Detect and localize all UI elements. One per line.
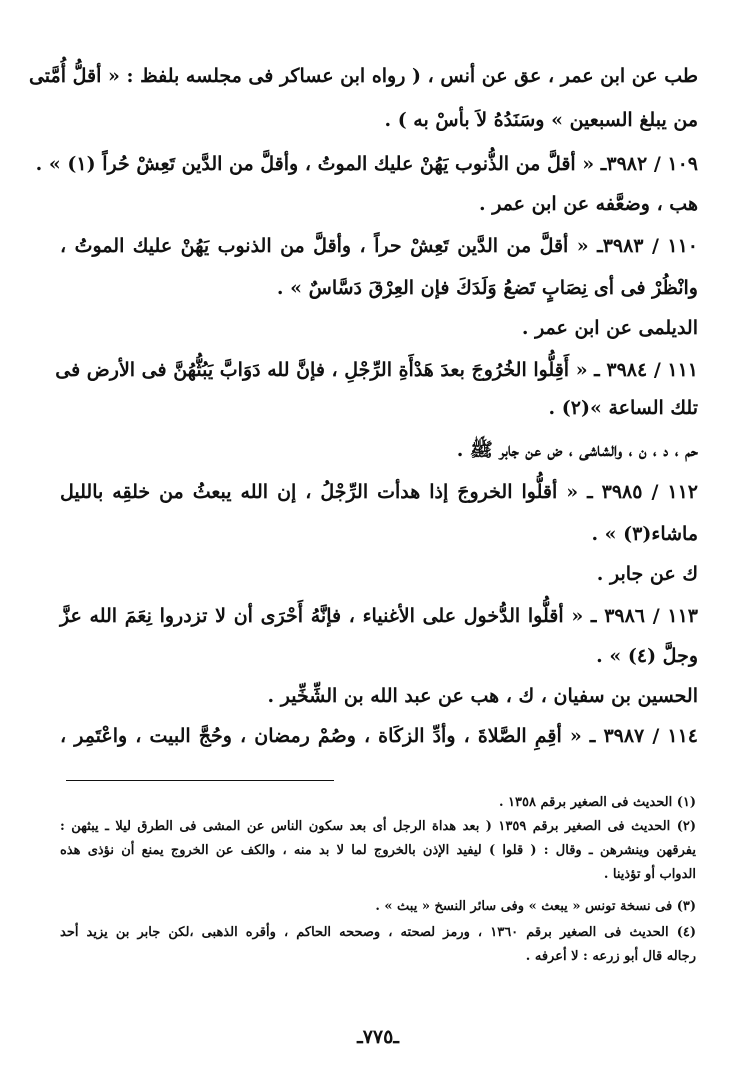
text-line: تلك الساعة »(٢) . [548,397,698,419]
footnote-1: (١) الحديث فى الصغير برقم ١٣٥٨ . [498,795,696,810]
footnote-4-cont: رجاله قال أبو زرعه : لا أعرفه . [525,949,696,964]
text-line: الديلمى عن ابن عمر . [521,317,698,339]
text-line: من يبلغ السبعين » وسَنَدُهُ لاَ بأسْ به ) . [384,109,698,131]
text-line: ك عن جابر . [596,563,698,585]
hadith-3986: ١١٣ / ٣٩٨٦ ـ « أقلُّوا الدُّخول على الأغنياء ، فإنَّهُ أَحْرَى أن لا تزدروا نِعَمَ الله عزَّ [60,605,698,627]
footnote-2-cont: الدواب أو تؤذينا . [603,867,696,882]
text-line: حم ، د ، ن ، والشاشى ، ض عن جابر ﷺ . [456,439,698,461]
hadith-3987: ١١٤ / ٣٩٨٧ ـ « أقِمِ الصَّلاةَ ، وأدِّ الزكَاة ، وصُمْ رمضان ، وحُجَّ البيت ، واعْتَمِر ، [60,725,698,747]
hadith-3985: ١١٢ / ٣٩٨٥ ـ « أقلُّوا الخروجَ إذا هدأت الرِّجْلُ ، إن الله يبعثُ من خلقِه بالليل [60,481,699,503]
text-line: هب ، وضعَّفه عن ابن عمر . [478,193,698,215]
text-line: ماشاء(٣) » . [591,523,698,545]
text-line: وجلَّ (٤) » . [596,645,698,667]
page-number: ـ٧٧٥ـ [357,1026,399,1048]
footnote-2-cont: يفرقهن وينشرهن ـ وقال : ( قلوا ) ليفيد الإذن بالخروج لما لا بد منه ، والكف عن الخروج يمنع أن نؤذى هذه [60,843,696,858]
text-line: وانْظُرْ فى أى نِصَابٍ تَضعُ وَلَدَكَ فإن العِرْقَ دَسَّاسٌ » . [276,277,698,299]
footnote-4: (٤) الحديث فى الصغير برقم ١٣٦٠ ، ورمز لصحته ، وصححه الحاكم ، وأقره الذهبى ،لكن جابر بن يزيد أحد [60,925,697,940]
text-line: الحسين بن سفيان ، ك ، هب عن عبد الله بن الشِّخِّير . [267,685,698,707]
footnote-3: (٣) فى نسخة تونس « يبعث » وفى سائر النسخ « يبث » . [375,899,696,914]
hadith-3984: ١١١ / ٣٩٨٤ ـ « أَقِلُّوا الخُرُوجَ بعدَ هَدْأَةِ الرِّجْلِ ، فإنَّ لله دَوَابَّ يَبُثُّهُنَّ فى الأرض فى [55,359,698,381]
footnote-divider [66,780,334,781]
footnote-2: (٢) الحديث فى الصغير برقم ١٣٥٩ ( بعد هداة الرجل أى بعد سكون الناس عن المشى فى الطرق ليلا ـ يبثهن : [60,819,696,834]
hadith-3982: ١٠٩ / ٣٩٨٢ـ « أقلَّ من الذُّنوب يَهُنْ عليك الموتُ ، وأقلَّ من الدَّين تَعِشْ حُراً (١) » . [35,153,698,175]
text-line: طب عن ابن عمر ، عق عن أنس ، ( رواه ابن عساكر فى مجلسه بلفظ : « أقلُّ أُمَّتى [28,65,698,87]
hadith-3983: ١١٠ / ٣٩٨٣ـ « أقلَّ من الدَّين تَعِشْ حراً ، وأقلَّ من الذنوب يَهُنْ عليك الموتُ ، [60,235,698,257]
